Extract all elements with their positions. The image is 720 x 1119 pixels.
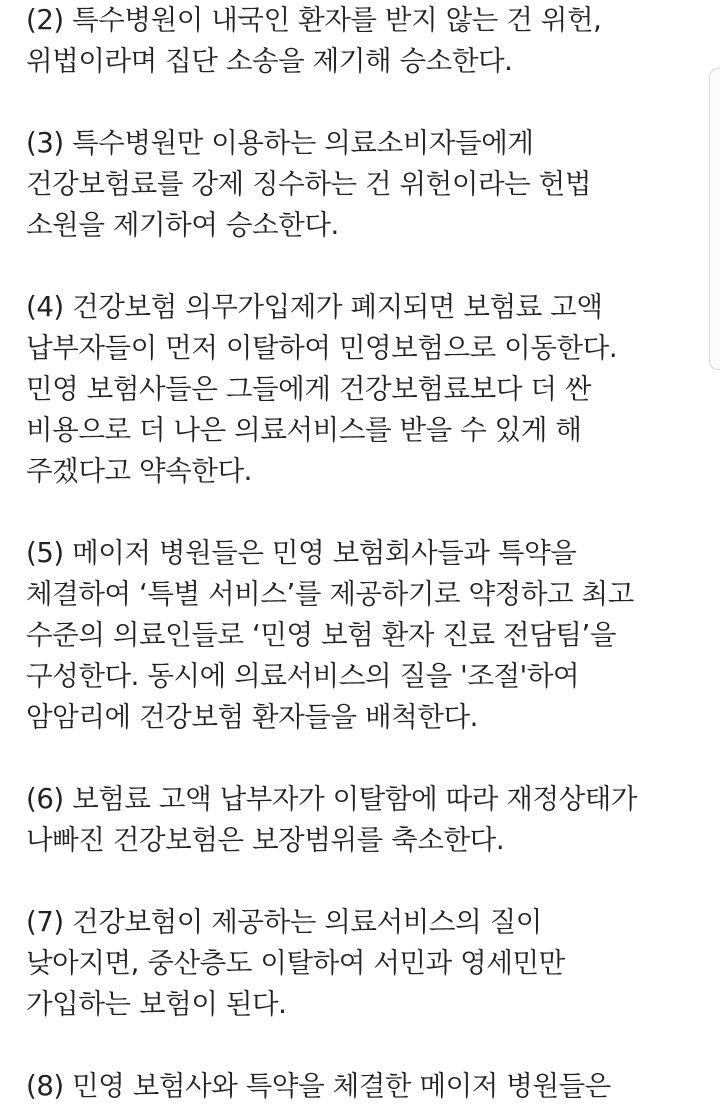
paragraph-line: 낮아지면, 중산층도 이탈하여 서민과 영세민만 [26,947,565,979]
paragraph-line: (7) 건강보험이 제공하는 의료서비스의 질이 [26,906,542,938]
paragraph-line: 수준의 의료인들로 ‘민영 보험 환자 진료 전담팀’을 [26,619,617,651]
paragraph-spacer [26,861,706,902]
paragraph-line: 소원을 제기하여 승소한다. [26,209,339,241]
paragraph-line: 주겠다고 약속한다. [26,455,253,487]
paragraph-line: 구성한다. 동시에 의료서비스의 질을 '조절'하여 [26,660,580,692]
paragraph-line: (2) 특수병원이 내국인 환자를 받지 않는 건 위헌, [26,4,602,36]
article-body [26,0,706,1107]
paragraph-spacer [26,246,706,287]
paragraph-spacer [26,492,706,533]
paragraph-item-7 [26,902,706,1025]
paragraph-spacer [26,1025,706,1066]
paragraph-spacer [26,738,706,779]
paragraph-line: (6) 보험료 고액 납부자가 이탈함에 따라 재정상태가 [26,783,638,815]
paragraph-line: 민영 보험사들은 그들에게 건강보험료보다 더 싼 [26,373,592,405]
scrollbar-handle[interactable] [709,68,720,370]
paragraph-line: (4) 건강보험 의무가입제가 폐지되면 보험료 고액 [26,291,603,323]
paragraph-item-6 [26,779,706,861]
paragraph-item-8 [26,1066,706,1107]
paragraph-line: 체결하여 ‘특별 서비스’를 제공하기로 약정하고 최고 [26,578,634,610]
paragraph-line: 건강보험료를 강제 징수하는 건 위헌이라는 헌법 [26,168,592,200]
paragraph-line: (5) 메이저 병원들은 민영 보험회사들과 특약을 [26,537,577,569]
paragraph-line: 나빠진 건강보험은 보장범위를 축소한다. [26,824,505,856]
paragraph-line: (3) 특수병원만 이용하는 의료소비자들에게 [26,127,534,159]
paragraph-item-2 [26,0,706,82]
paragraph-line: 암암리에 건강보험 환자들을 배척한다. [26,701,479,733]
paragraph-line: 비용으로 더 나은 의료서비스를 받을 수 있게 해 [26,414,582,446]
paragraph-item-4 [26,287,706,492]
paragraph-item-5 [26,533,706,738]
paragraph-line: 위법이라며 집단 소송을 제기해 승소한다. [26,45,513,77]
paragraph-item-3 [26,123,706,246]
paragraph-spacer [26,82,706,123]
paragraph-line: 납부자들이 먼저 이탈하여 민영보험으로 이동한다. [26,332,618,364]
paragraph-line: 가입하는 보험이 된다. [26,988,287,1020]
paragraph-line: (8) 민영 보험사와 특약을 체결한 메이저 병원들은 [26,1070,611,1102]
